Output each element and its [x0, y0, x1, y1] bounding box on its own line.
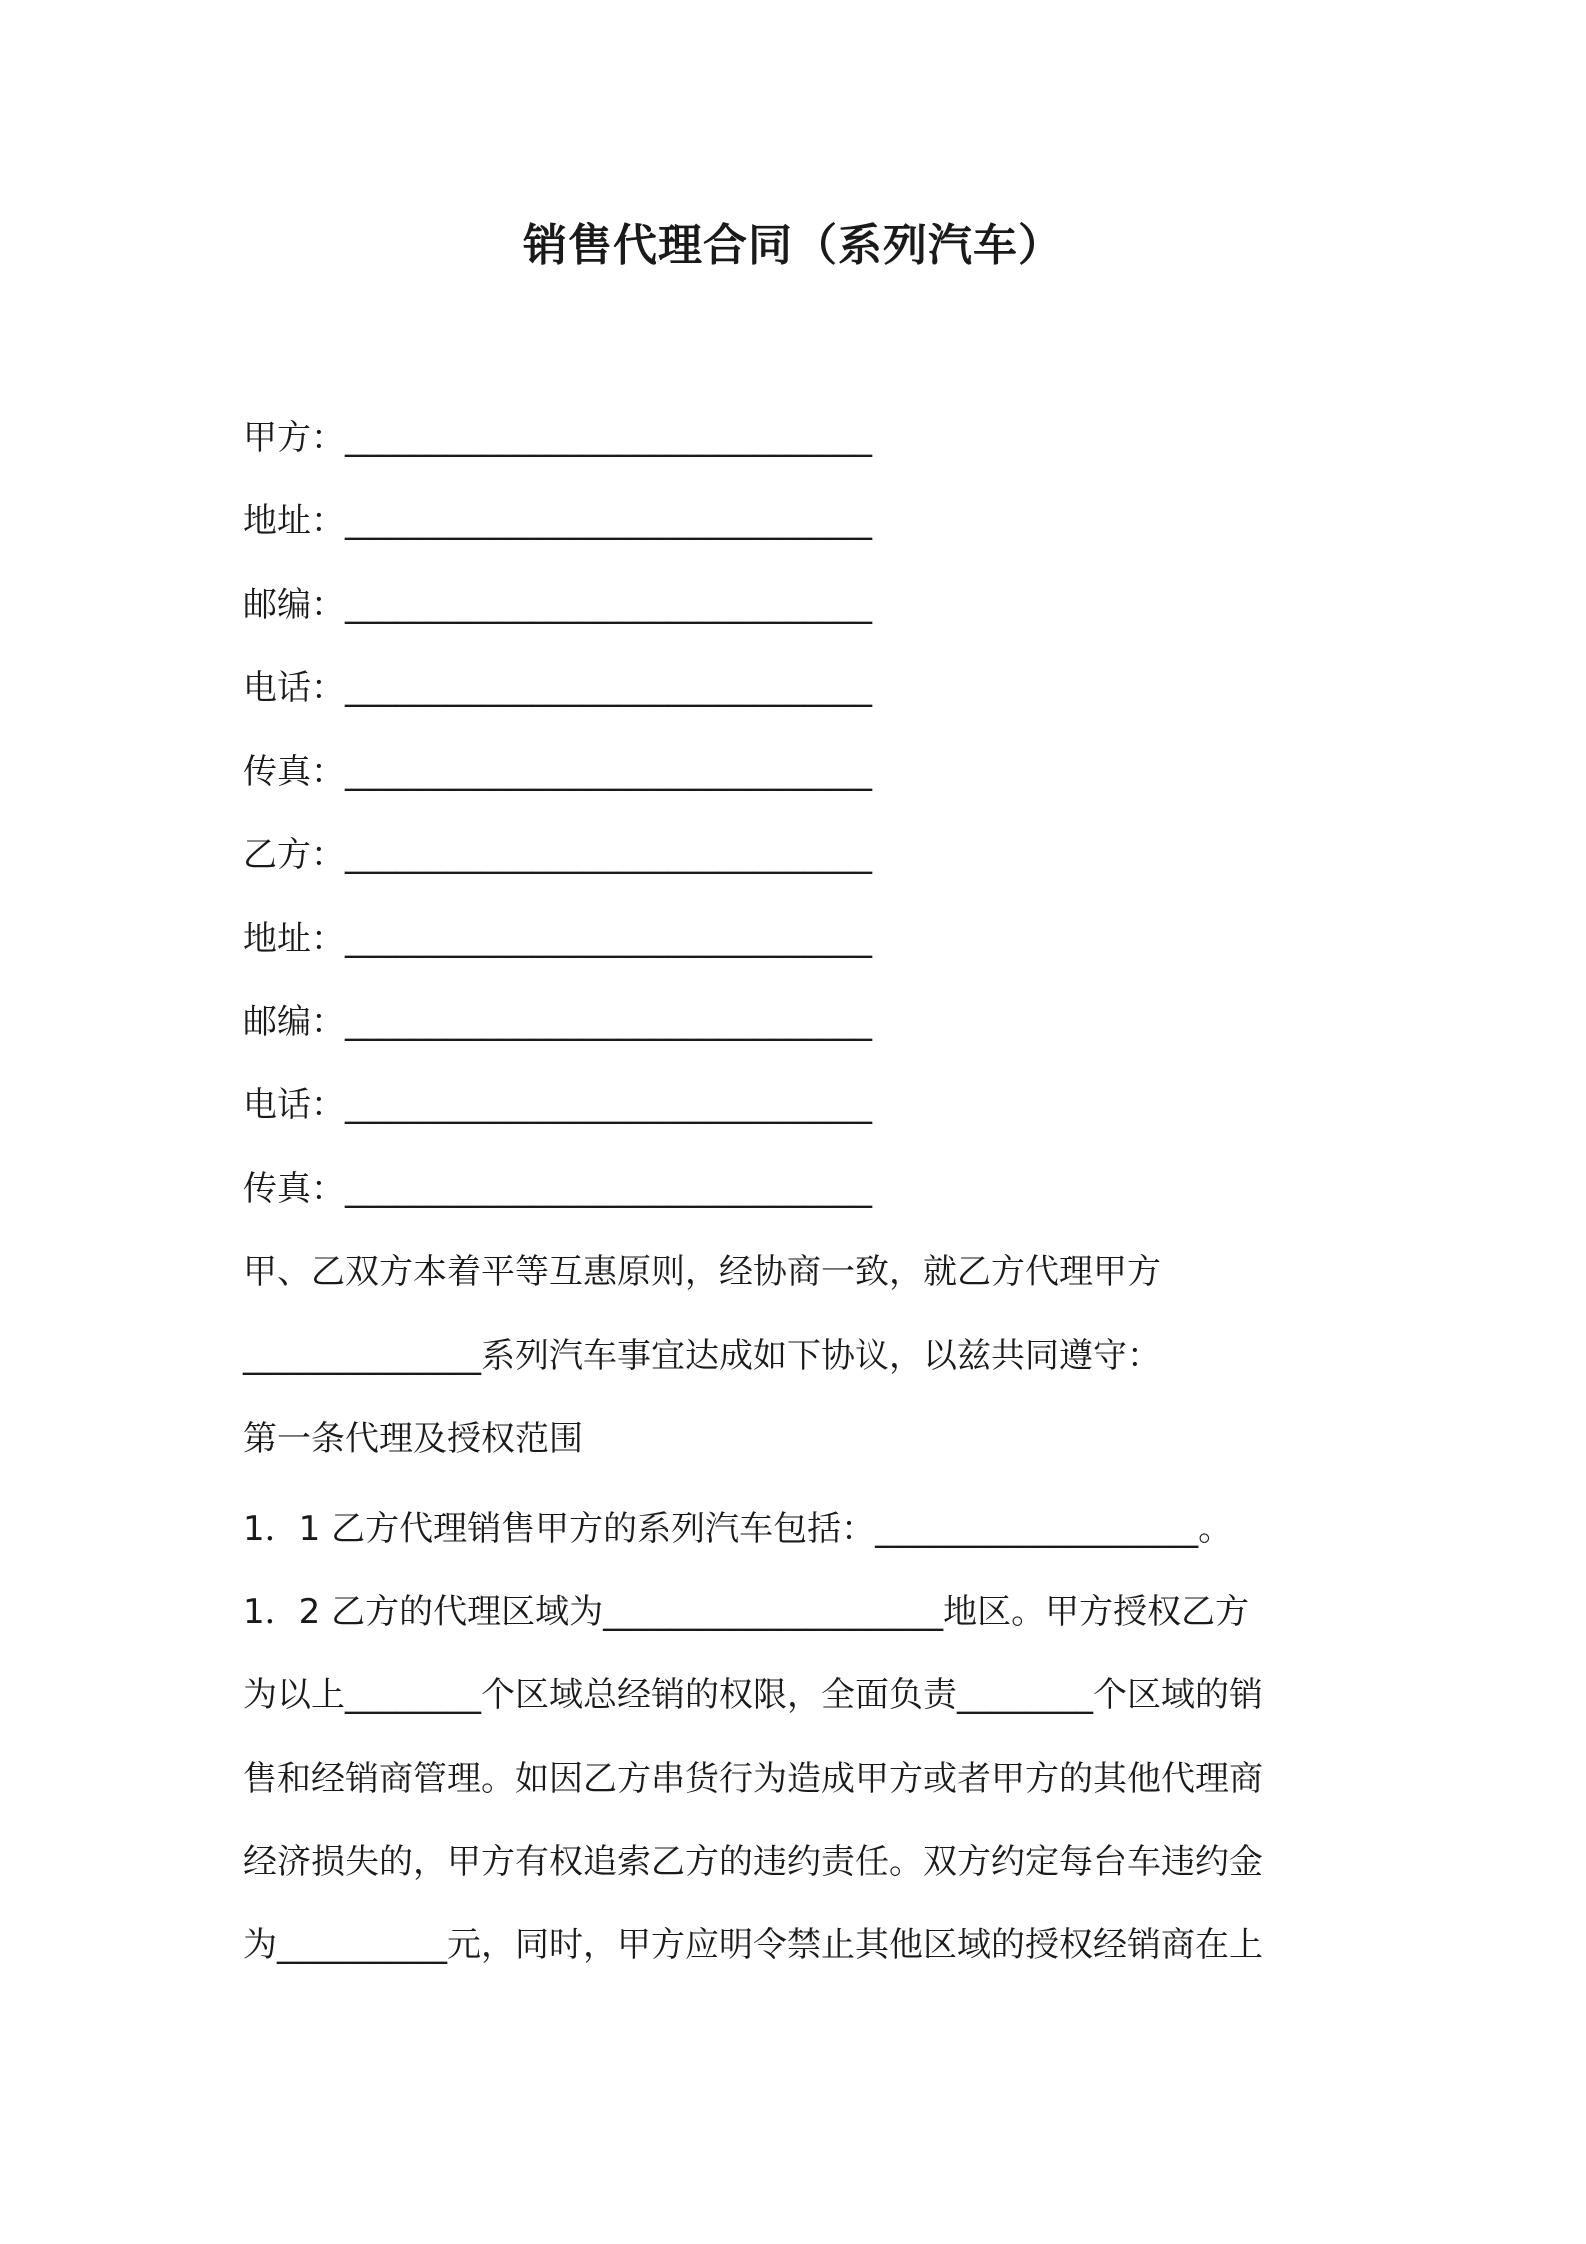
party-b-name-row	[243, 832, 872, 878]
party-a-phone-blank: _______________________________	[345, 668, 872, 708]
clause-1-1: 1．1 乙方代理销售甲方的系列汽车包括：___________________。	[243, 1509, 1233, 1549]
party-a-address-blank: _______________________________	[345, 501, 872, 541]
party-b-address-label: 地址：	[243, 919, 345, 959]
party-a-postcode-row	[243, 582, 872, 628]
intro-line-1: 甲、乙双方本着平等互惠原则，经协商一致，就乙方代理甲方	[243, 1252, 1161, 1292]
clause-1-2-line-4: 经济损失的，甲方有权追索乙方的违约责任。双方约定每台车违约金	[243, 1842, 1263, 1882]
party-a-fax-label: 传真：	[243, 752, 345, 792]
party-b-phone-row	[243, 1082, 872, 1128]
party-b-postcode-label: 邮编：	[243, 1002, 345, 1042]
party-a-address-label: 地址：	[243, 501, 345, 541]
party-a-postcode-blank: _______________________________	[345, 585, 872, 625]
party-a-phone-row	[243, 665, 872, 711]
party-a-name-row	[243, 415, 872, 461]
party-b-address-row	[243, 916, 872, 962]
article-1-heading: 第一条代理及授权范围	[243, 1419, 583, 1459]
party-a-address-row	[243, 498, 872, 544]
party-a-name-blank: _______________________________	[345, 418, 872, 458]
party-a-name-label: 甲方：	[243, 418, 345, 458]
party-a-phone-label: 电话：	[243, 668, 345, 708]
party-b-phone-label: 电话：	[243, 1085, 345, 1125]
party-b-phone-blank: _______________________________	[345, 1085, 872, 1125]
party-a-fax-row	[243, 749, 872, 795]
document-title: 销售代理合同（系列汽车）	[523, 220, 1063, 271]
intro-line-2: ______________系列汽车事宜达成如下协议，以兹共同遵守：	[243, 1336, 1161, 1376]
clause-1-2-line-5: 为__________元，同时，甲方应明令禁止其他区域的授权经销商在上	[243, 1925, 1263, 1965]
party-b-fax-label: 传真：	[243, 1169, 345, 1209]
party-b-name-blank: _______________________________	[345, 835, 872, 875]
party-b-postcode-row	[243, 999, 872, 1045]
clause-1-2-line-2: 为以上________个区域总经销的权限，全面负责________个区域的销	[243, 1675, 1263, 1715]
party-b-fax-blank: _______________________________	[345, 1169, 872, 1209]
clause-1-2-line-3: 售和经销商管理。如因乙方串货行为造成甲方或者甲方的其他代理商	[243, 1759, 1263, 1799]
party-b-postcode-blank: _______________________________	[345, 1002, 872, 1042]
party-b-fax-row	[243, 1166, 872, 1212]
party-a-fax-blank: _______________________________	[345, 752, 872, 792]
party-a-postcode-label: 邮编：	[243, 585, 345, 625]
party-b-name-label: 乙方：	[243, 835, 345, 875]
party-b-address-blank: _______________________________	[345, 919, 872, 959]
clause-1-2-line-1: 1．2 乙方的代理区域为____________________地区。甲方授权乙方	[243, 1592, 1250, 1632]
